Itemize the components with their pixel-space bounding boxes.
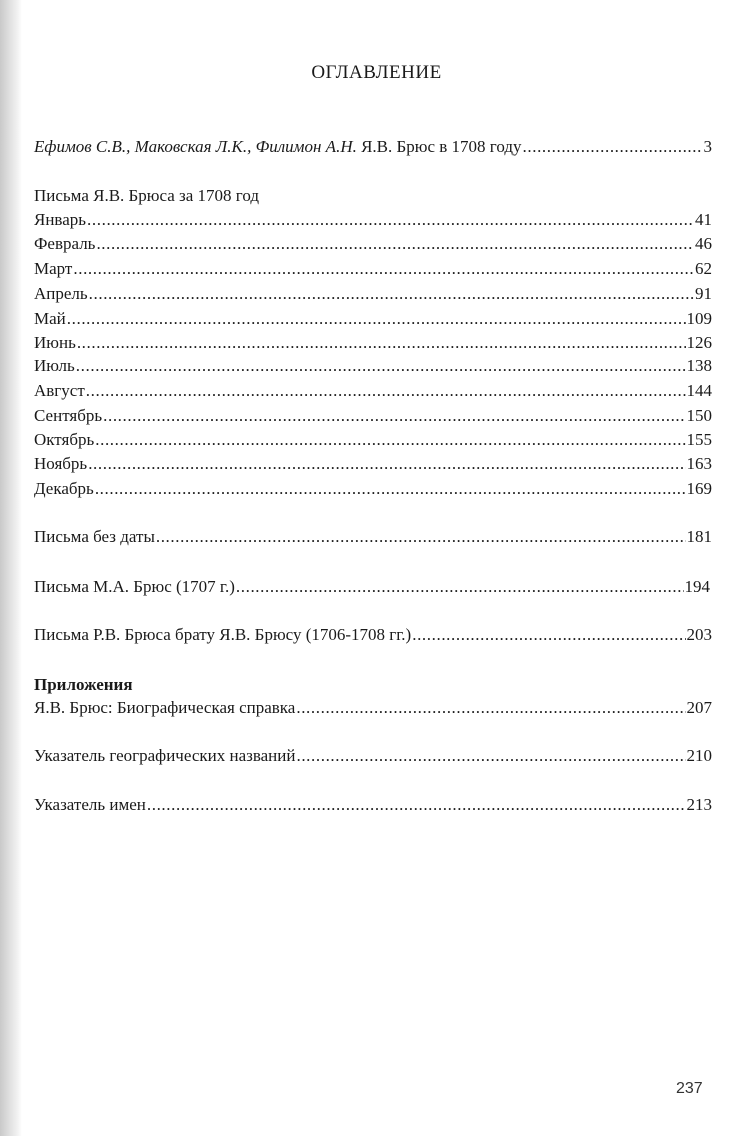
dot-leader [76, 355, 686, 377]
toc-entry-month[interactable] [34, 209, 712, 231]
toc-entry-label: Октябрь [34, 430, 95, 449]
toc-page-number: 144 [686, 381, 712, 400]
toc-entry-label: Август [34, 381, 85, 400]
page-title: ОГЛАВЛЕНИЕ [311, 62, 442, 83]
toc-page-number: 3 [703, 137, 712, 156]
toc-page-number: 150 [686, 406, 712, 425]
toc-entry-rv-bruce[interactable] [34, 624, 712, 646]
toc-entry-label: Письма Р.В. Брюса брату Я.В. Брюсу (1706-1708 гг.) [34, 625, 412, 644]
toc-page-number: 62 [695, 259, 712, 278]
toc-entry-label: Письма без даты [34, 527, 155, 546]
toc-page-number: 138 [686, 356, 712, 375]
toc-entry-geo-index[interactable] [34, 745, 712, 767]
toc-entry-month[interactable] [34, 380, 712, 402]
toc-entry-month[interactable] [34, 258, 712, 280]
dot-leader [86, 380, 686, 402]
toc-entry-month[interactable] [34, 332, 712, 354]
page-number: 237 [676, 1080, 703, 1097]
toc-entry-undated[interactable] [34, 526, 712, 548]
dot-leader [147, 794, 686, 816]
dot-leader [87, 209, 694, 231]
toc-entry-label: Сентябрь [34, 406, 103, 425]
toc-entry-label: Май [34, 309, 66, 328]
toc-authors: Ефимов С.В., Маковская Л.К., Филимон А.Н. [34, 137, 357, 156]
dot-leader [77, 332, 686, 354]
toc-page-number: 91 [695, 284, 712, 303]
toc-page-number: 203 [686, 625, 712, 644]
dot-leader [89, 283, 694, 305]
section-heading-letters: Письма Я.В. Брюса за 1708 год [34, 186, 260, 205]
toc-entry-biography[interactable] [34, 697, 712, 719]
toc-page-number: 46 [695, 234, 712, 253]
toc-entry-name-index[interactable] [34, 794, 712, 816]
dot-leader [412, 624, 685, 646]
toc-page-number: 181 [686, 527, 712, 546]
dot-leader [296, 697, 685, 719]
toc-entry-month[interactable] [34, 478, 712, 500]
dot-leader [523, 136, 703, 158]
toc-entry-label: Июль [34, 356, 75, 375]
toc-entry-intro[interactable] [34, 136, 712, 158]
toc-entry-label: Март [34, 259, 73, 278]
dot-leader [96, 233, 694, 255]
toc-entry-label: Декабрь [34, 479, 94, 498]
toc-entry-month[interactable] [34, 233, 712, 255]
toc-entry-month[interactable] [34, 308, 712, 330]
toc-entry-label: Июнь [34, 333, 76, 352]
dot-leader [67, 308, 686, 330]
section-heading-appendix: Приложения [34, 675, 133, 694]
toc-entry-label: Указатель географических названий [34, 746, 296, 765]
toc-page-number: 207 [686, 698, 712, 717]
dot-leader [88, 453, 685, 475]
toc-entry-label: Указатель имен [34, 795, 146, 814]
toc-page-number: 169 [686, 479, 712, 498]
dot-leader [95, 478, 686, 500]
toc-entry-month[interactable] [34, 453, 712, 475]
dot-leader [156, 526, 686, 548]
dot-leader [103, 405, 685, 427]
toc-entry-title: Я.В. Брюс в 1708 году [361, 137, 522, 156]
toc-entry-month[interactable] [34, 283, 712, 305]
dot-leader [95, 429, 685, 451]
toc-entry-label: Я.В. Брюс: Биографическая справка [34, 698, 296, 717]
toc-page-number: 163 [686, 454, 712, 473]
toc-page-number: 194 [684, 577, 710, 596]
dot-leader [236, 576, 684, 598]
toc-page-number: 109 [686, 309, 712, 328]
toc-entry-ma-bruce[interactable] [34, 576, 710, 598]
dot-leader [73, 258, 694, 280]
toc-page-number: 155 [686, 430, 712, 449]
toc-entry-label: Январь [34, 210, 87, 229]
toc-page-number: 126 [686, 333, 712, 352]
toc-entry-month[interactable] [34, 355, 712, 377]
toc-entry-label: Апрель [34, 284, 88, 303]
toc-entry-month[interactable] [34, 429, 712, 451]
toc-page-number: 210 [686, 746, 712, 765]
dot-leader [296, 745, 685, 767]
toc-page-number: 41 [695, 210, 712, 229]
toc-entry-month[interactable] [34, 405, 712, 427]
toc-entry-label: Письма М.А. Брюс (1707 г.) [34, 577, 235, 596]
toc-entry-label [34, 136, 522, 158]
toc-entry-label: Ноябрь [34, 454, 88, 473]
toc-entry-label: Февраль [34, 234, 96, 253]
toc-page-number: 213 [686, 795, 712, 814]
